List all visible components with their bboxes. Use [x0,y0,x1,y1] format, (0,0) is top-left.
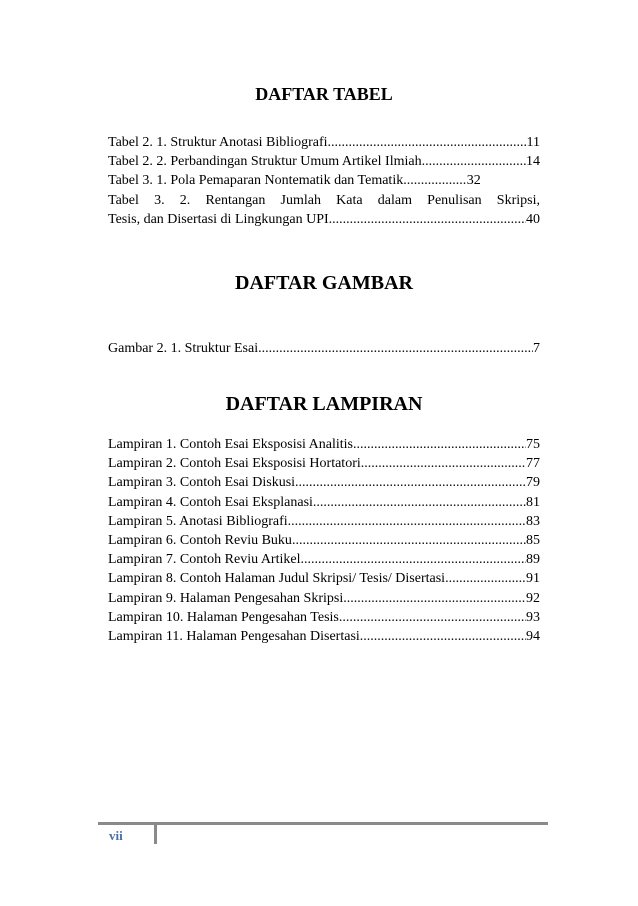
leader-dots [300,550,526,569]
entry-page: 83 [526,513,540,529]
gambar-list [108,339,540,358]
entry-label: Lampiran 5. Anotasi Bibliografi [108,513,288,529]
leader-dots [313,493,526,512]
entry-label: Lampiran 9. Halaman Pengesahan Skripsi [108,590,344,606]
leader-dots [328,133,527,152]
footer-rule-tick [154,822,157,844]
list-item [108,550,540,569]
entry-page: 89 [526,552,540,568]
leader-dots [339,608,526,627]
leader-dots [445,569,526,588]
list-item [108,473,540,492]
list-item [108,589,540,608]
list-item [108,152,540,171]
list-item [108,454,540,473]
entry-page: 81 [526,494,540,510]
list-item [108,133,540,152]
leader-dots [353,435,526,454]
entry-label: Lampiran 6. Contoh Reviu Buku [108,533,292,549]
daftar-tabel-heading: DAFTAR TABEL [255,84,393,104]
daftar-gambar-heading: DAFTAR GAMBAR [235,272,413,294]
leader-dots [343,589,526,608]
entry-page: 32 [466,173,481,189]
list-item-first-line: Tabel 3. 2. Rentangan Jumlah Kata dalam Penulisan Skripsi, [108,192,540,208]
entry-label: Lampiran 3. Contoh Esai Diskusi [108,475,296,491]
entry-page: 75 [526,437,540,452]
leader-dots [258,339,533,358]
page-number: vii [109,828,123,843]
list-item [108,512,540,531]
list-item [108,171,540,190]
tabel-list [108,133,540,229]
entry-page: 79 [526,475,540,491]
entry-label: Lampiran 7. Contoh Reviu Artikel [108,552,301,568]
daftar-lampiran-heading: DAFTAR LAMPIRAN [225,393,423,415]
leader-dots [361,454,526,473]
entry-page: 92 [526,590,540,606]
entry-label: Lampiran 4. Contoh Esai Eksplanasi [108,494,313,510]
footer-rule [98,822,548,825]
entry-page: 7 [533,341,540,356]
list-item [108,435,540,454]
entry-label: Lampiran 11. Halaman Pengesahan Disertasi [108,629,360,645]
entry-label: Lampiran 10. Halaman Pengesahan Tesis [108,609,339,625]
entry-page: 14 [526,154,540,170]
leader-dots [422,152,526,171]
list-item [108,531,540,550]
leader-dots [288,512,526,531]
entry-page: 11 [526,135,540,150]
list-item [108,493,540,512]
leader-dots [292,531,526,550]
list-item [108,569,540,588]
entry-page: 91 [526,571,540,587]
leader-dots [329,210,526,229]
entry-page: 85 [526,533,540,549]
lampiran-list [108,435,540,646]
list-item [108,339,540,358]
entry-label: Tesis, dan Disertasi di Lingkungan UPI [108,211,329,227]
entry-label: Tabel 2. 1. Struktur Anotasi Bibliografi [108,135,328,150]
leader-dots [407,171,467,190]
entry-label: Tabel 2. 2. Perbandingan Struktur Umum Artikel Ilmiah [108,154,422,170]
entry-page: 93 [526,609,540,625]
entry-label: Gambar 2. 1. Struktur Esai [108,341,259,356]
list-item [108,627,540,646]
entry-label: Lampiran 2. Contoh Esai Eksposisi Hortatori [108,456,361,472]
list-item [108,608,540,627]
entry-page: 40 [526,211,540,227]
entry-page: 77 [526,456,540,472]
entry-label: Tabel 3. 1. Pola Pemaparan Nontematik dan Tematik. [108,173,407,189]
entry-label: Lampiran 1. Contoh Esai Eksposisi Analitis [108,437,353,452]
list-item [108,210,540,229]
entry-label: Lampiran 8. Contoh Halaman Judul Skripsi/ Tesis/ Disertasi [108,571,446,587]
entry-page: 94 [526,629,540,645]
leader-dots [360,627,526,646]
leader-dots [295,473,526,492]
